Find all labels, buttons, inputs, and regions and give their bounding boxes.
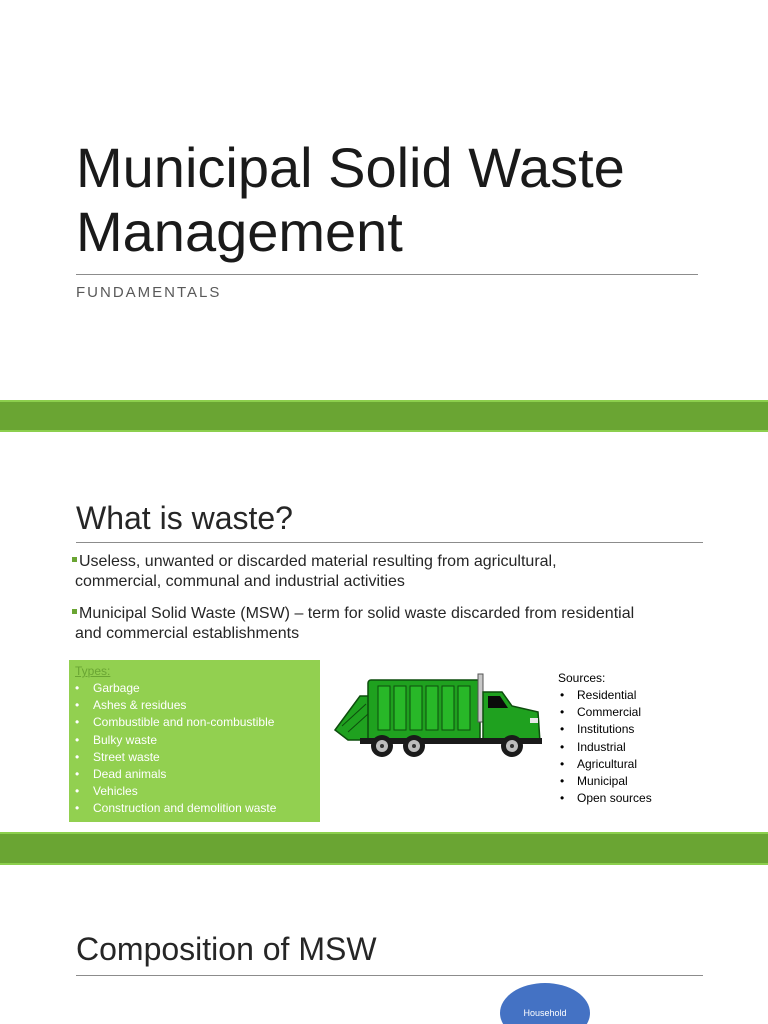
slide-heading: Composition of MSW <box>76 931 377 967</box>
list-item: • Commercial <box>558 704 652 721</box>
heading-divider <box>76 975 703 976</box>
slide-separator-band <box>0 832 768 865</box>
waste-sources <box>558 670 652 807</box>
types-title: Types: <box>75 664 111 678</box>
household-node: Household <box>500 983 590 1024</box>
subtitle: FUNDAMENTALS <box>76 284 222 301</box>
list-item: • Institutions <box>558 721 652 738</box>
sources-title: Sources: <box>558 671 606 685</box>
composition-slide <box>0 865 768 1024</box>
list-item: • Agricultural <box>558 756 652 773</box>
green-square-bullet-icon <box>72 609 77 614</box>
what-is-waste-slide <box>0 432 768 832</box>
title-slide <box>0 0 768 400</box>
list-item: • Dead animals <box>75 766 320 783</box>
list-item: • Garbage <box>75 680 320 697</box>
green-square-bullet-icon <box>72 557 77 562</box>
title-divider <box>76 274 698 275</box>
slide-separator-band <box>0 400 768 432</box>
list-item: • Open sources <box>558 790 652 807</box>
bullet-item: Municipal Solid Waste (MSW) – term for solid waste discarded from residential and commercial establishments <box>72 604 712 644</box>
waste-types-box <box>69 660 320 822</box>
garbage-truck-icon <box>330 668 545 758</box>
list-item: • Construction and demolition waste <box>75 800 320 817</box>
main-title-line1: Municipal Solid Waste <box>76 136 625 199</box>
bullet-item: Useless, unwanted or discarded material resulting from agricultural, commercial, communal and industrial activities <box>72 552 712 592</box>
list-item: • Ashes & residues <box>75 697 320 714</box>
slide-heading: What is waste? <box>76 500 293 536</box>
main-title-line2: Management <box>76 200 403 263</box>
list-item: • Residential <box>558 687 652 704</box>
list-item: • Bulky waste <box>75 732 320 749</box>
list-item: • Vehicles <box>75 783 320 800</box>
list-item: • Street waste <box>75 749 320 766</box>
list-item: • Combustible and non-combustible <box>75 714 320 731</box>
heading-divider <box>76 542 703 543</box>
types-list <box>75 680 320 818</box>
list-item: • Industrial <box>558 739 652 756</box>
sources-list <box>558 687 652 807</box>
list-item: • Municipal <box>558 773 652 790</box>
main-title <box>76 136 716 264</box>
